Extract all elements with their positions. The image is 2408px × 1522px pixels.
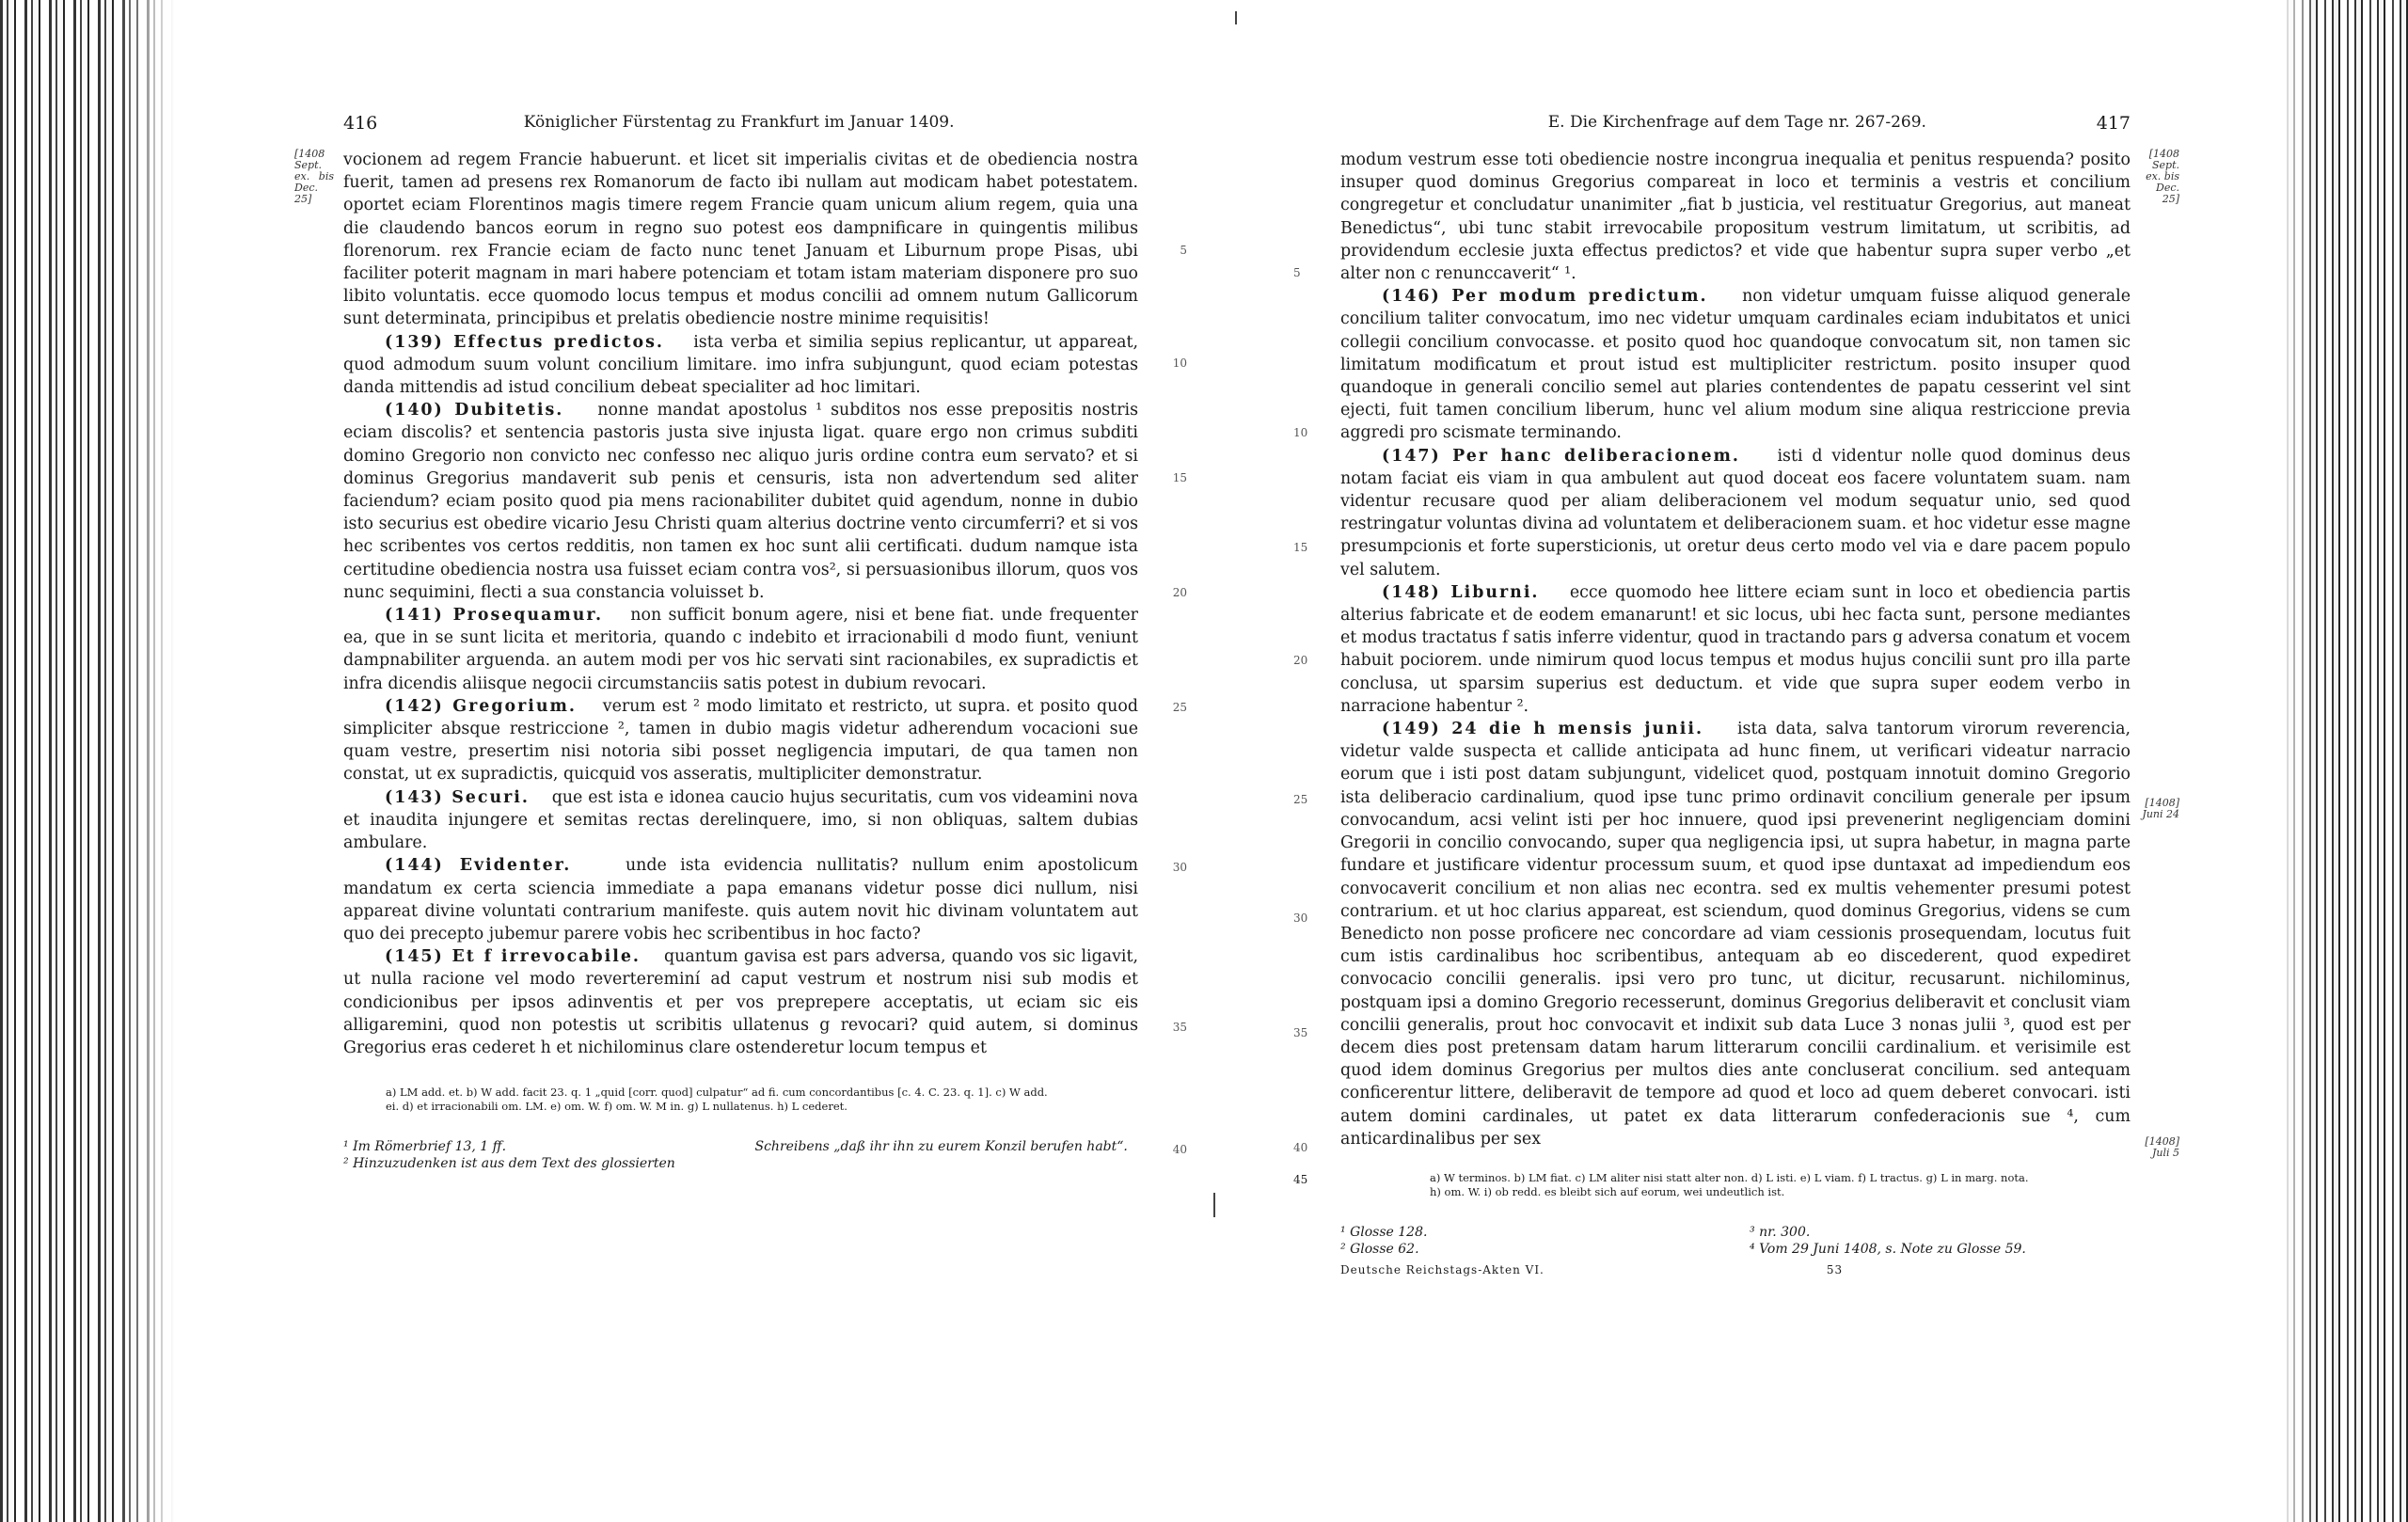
gloss-lemma: (147) Per hanc deliberacionem. [1382, 446, 1740, 466]
line-number: 40 [1172, 1143, 1187, 1156]
critical-apparatus: a) LM add. et. b) W add. facit 23. q. 1 „quid [corr. quod] culpatur“ ad fi. cum concordantibus [c. 4. C. 23. q. 1]. c) W add. ei. d) et irracionabili om. LM. e) om. W. f) om. W. M in. g) L nullatenus. h) L cederet. [386, 1086, 1048, 1114]
line-number: 40 [1293, 1141, 1308, 1154]
publication-footer [1340, 1263, 2131, 1276]
publication-title: Deutsche Reichstags-Akten VI. [1340, 1262, 1545, 1276]
footnotes [1340, 1224, 2131, 1258]
line-number: 20 [1293, 654, 1308, 667]
line-number: 30 [1172, 861, 1187, 874]
running-head [1340, 113, 2131, 134]
gloss-paragraph [343, 854, 1138, 945]
footnote: ¹ Glosse 128. [1340, 1224, 1428, 1240]
gloss-lemma: (144) Evidenter. [385, 856, 572, 876]
gloss-lemma: (148) Liburni. [1382, 582, 1540, 602]
gloss-paragraph [343, 331, 1138, 400]
right-page-edges [2281, 0, 2408, 1522]
gloss-lemma: (139) Effectus predictos. [385, 332, 664, 352]
paragraph [343, 149, 1138, 331]
gloss-paragraph [343, 604, 1138, 695]
apparatus-block [1293, 1170, 2131, 1199]
margin-note: [1408] Juli 5 [2145, 1135, 2179, 1159]
margin-note: [1408 Sept. ex. bis Dec. 25] [294, 148, 334, 205]
footnote-column [755, 1138, 1139, 1172]
line-number: 35 [1172, 1021, 1187, 1034]
page-number: 417 [2096, 113, 2131, 134]
gloss-lemma: (149) 24 die h mensis junii. [1382, 720, 1704, 739]
paragraph-text: ista verba et similia sepius replicantur, ut appareat, quod admodum suum volunt concilium limitare. imo infra subjungunt, quod eciam potestas danda mittendis ad istud concilium debeat specialiter ad hoc limitari. [343, 332, 1138, 398]
footnote: ⁴ Vom 29 Juni 1408, s. Note zu Glosse 59. [1750, 1241, 2026, 1257]
paragraph-text: non sufficit bonum agere, nisi et bene fiat. unde frequenter ea, que in se sunt licita et meritoria, quando c indebito et irracionabili d modo fiunt, veniunt dampnabiliter arguenda. an autem modi per vos hic servati sint racionabiles, ex supradictis et infra dicendis aliisque negocii circumstanciis satis potest in dubium revocari. [343, 606, 1138, 693]
gloss-lemma: (145) Et f irrevocabile. [385, 947, 641, 967]
paragraph-text: quantum gavisa est pars adversa, quando vos sic ligavit, ut nulla racione vel modo revertereminí ad caput vestrum et nostrum nisi sub modis et condicionibus per ipsos adinventis et per vos preprepere acceptatis, ut eciam sic eis alligaremini, quod non potestis ut scribitis ullatenus g revocari? quid autem, si dominus Gregorius eras cederet h et nichilominus clare ostenderetur locum tempus et [343, 947, 1138, 1057]
gloss-paragraph [1340, 718, 2131, 1150]
margin-note: [1408 Sept. ex. bis Dec. 25] [2146, 148, 2179, 205]
line-number: 35 [1293, 1026, 1308, 1039]
line-number: 45 [1293, 1172, 1308, 1186]
paragraph-text: ista data, salva tantorum virorum reverencia, videtur valde suspecta et callide anticipata ad hunc finem, ut verificari videatur narracio eorum que i isti post datam subjungunt, videlicet quod, postquam innotuit domino Gregorio ista deliberacio cardinalium, quod ipse tunc primo ordinavit concilium generale per ipsum convocandum, acsi velint isti per hoc innuere, quod ipsi prevenerint negligenciam domini Gregorii in concilio convocando, super qua negligencia ipsi, ut supra habetur, in magna parte fundare et justificare videntur processum suum, et quod ipse duntaxat ad impediendum eos convocaverit concilium et non alias nec econtra. sed ex multis vehementer presumi potest contrarium. et ut hoc clarius appareat, est sciendum, quod dominus Gregorius, videns se cum Benedicto non posse proficere nec concordare ad viam cessionis prosequendam, locutus fuit cum istis cardinalibus hoc scribentibus, antequam ab eo discederent, quod expediret convocacio concilii generalis. ipsi vero pro tunc, ut dicitur, recusarunt. nichilominus, postquam ipsi a domino Gregorio recesserunt, dominus Gregorius deliberavit et conclusit viam concilii generalis, prout hoc convocavit et indixit sub data Luce 3 nonas julii ³, quod est per decem dies post pretensam datam harum litterarum concilii cardinalium. et verisimile est quod idem dominus Gregorius per multos dies ante concluserat concilium. sed antequam conficerentur littere, deliberavit de tempore ad quod et loco ad quem deberet convocari. isti autem domini cardinales, ut patet ex data litterarum confederacionis sue ⁴, cum anticardinalibus per sex [1340, 720, 2131, 1149]
footnote: ² Glosse 62. [1340, 1241, 1419, 1257]
footnote: Schreibens „daß ihr ihn zu eurem Konzil berufen habt“. [754, 1139, 1128, 1155]
gloss-paragraph [343, 695, 1138, 786]
paragraph-text: nonne mandat apostolus ¹ subditos nos esse prepositis nostris eciam discolis? et sentencia pastoris justa sive injusta ligat. quare ergo non crimus subditi domino Gregorio non convicto nec confesso nec aliquo juris ordine contra eum servato? et si dominus Gregorius mandaverit sub penis et censuris, ista non advertendum sed aliter faciendum? eciam posito quod pia mens racionabiliter dubitet quid agendum, nonne in dubio isto securius est obedire vicario Jesu Christi quam alterius doctrine vento circumferri? et si vos hec scribentes vos certos redditis, non tamen ex hoc sunt alii certificati. dudum namque ista certitudine obediencia nostra usa fuisset eciam contra vos², si persuasionibus illorum, quos vos nunc sequimini, flecti a sua constancia voluisset b. [343, 401, 1139, 602]
gloss-lemma: (146) Per modum predictum. [1382, 287, 1708, 307]
line-number: 20 [1172, 586, 1187, 599]
gloss-paragraph [1340, 581, 2131, 718]
paragraph-text: vocionem ad regem Francie habuerunt. et licet sit imperialis civitas et de obediencia nostra fuerit, tamen ad presens rex Romanorum de facto ibi nullam aut modicam habet potestatem. oportet eciam Florentinos magis timere regem Francie quam unicum alium regem, quia una die claudendo bancos eorum in regno suo potest eos dampnificare in quingentis milibus florenorum. rex Francie eciam de facto nunc tenet Januam et Liburnum prope Pisas, ubi faciliter poterit magnam in mari habere potenciam et totam istam materiam disponere pro suo libito voluntatis. ecce quomodo locus tempus et modus concilii ad omnem nutum Gallicorum sunt determinata, principibus et prelatis obediencie nostre minime requisitis! [343, 151, 1138, 329]
page-number: 416 [343, 113, 378, 134]
footnote-column [343, 1138, 727, 1172]
line-number: 10 [1172, 357, 1187, 370]
footnote: ³ nr. 300. [1750, 1224, 1811, 1240]
paragraph-text: isti d videntur nolle quod dominus deus notam faciat eis viam in qua ambulent aut quod doceat eos facere voluntatem suam. nam videntur recusare quod per aliam deliberacionem vel modum sequatur unio, sed quod restringatur voluntas divina ad voluntatem et deliberacionem suam. et hoc videtur esse magne presumpcionis et forte supersticionis, ut oretur deus certo modo vel via e dare pacem populo vel salutem. [1340, 446, 2131, 579]
gloss-paragraph [1340, 285, 2131, 444]
line-number: 10 [1293, 426, 1308, 439]
footnote-column [1750, 1224, 2131, 1258]
line-number: 15 [1293, 541, 1308, 554]
paragraph-text: unde ista evidencia nullitatis? nullum enim apostolicum mandatum ex certa sciencia immediate a papa emanans videtur posse dici nullum, nisi appareat divine voluntati contrarium manifeste. quis autem novit hic divinam voluntatem aut quo dei precepto jubemur parere vobis hec scribentibus in hoc facto? [343, 856, 1138, 943]
line-number: 30 [1293, 912, 1308, 925]
gloss-lemma: (143) Securi. [385, 787, 530, 807]
scan-mark [1213, 1193, 1215, 1217]
line-number: 5 [1180, 244, 1187, 257]
footnotes [343, 1138, 1138, 1172]
footnote: ² Hinzuzudenken ist aus dem Text des glossierten [343, 1156, 675, 1172]
gloss-lemma: (142) Gregorium. [385, 696, 577, 716]
scan-mark [1235, 11, 1237, 24]
running-head-title: Königlicher Fürstentag zu Frankfurt im Januar 1409. [523, 113, 955, 132]
line-number: 25 [1172, 701, 1187, 714]
footnote-column [1340, 1224, 1721, 1258]
running-head [343, 113, 1138, 134]
sheet-signature: 53 [1826, 1262, 1844, 1276]
paragraph-text: ecce quomodo hee littere eciam sunt in loco et obediencia partis alterius fabricate et de eodem emanarunt! et sic locus, ubi hec facta sunt, persone mediantes et modus tractatus f satis inferre videntur, quod in tractando pars g adversa conatum et vocem habuit pociorem. unde nimirum quod locus tempus et modus hujus concilii sunt pro illa parte conclusa, ut sparsim superius est deductum. et vide que supra super eodem verbo in narracione habentur ². [1340, 582, 2131, 716]
gloss-lemma: (140) Dubitetis. [385, 401, 564, 420]
margin-note: [1408] Juni 24 [2142, 797, 2179, 820]
paragraph-text: verum est ² modo limitato et restricto, ut supra. et posito quod simpliciter absque restriccione ², tamen in dubio magis videtur adherendum vocacioni sue quam vestre, presertim nisi notoria sibi posset negligencia imputari, de qua tamen non constat, ut ex supradictis, quicquid vos asseratis, multipliciter demonstratur. [343, 696, 1138, 785]
gloss-paragraph [343, 786, 1138, 855]
footnote: ¹ Im Römerbrief 13, 1 ff. [343, 1139, 507, 1155]
paragraph-text: non videtur umquam fuisse aliquod generale concilium taliter convocatum, imo nec videtur umquam cardinales eciam indubitatos et unici collegii concilium convocasse. et posito quod hoc quandoque convocatum sit, non tamen sic limitatum modificatum et prout istud est multipliciter restrictum. posito insuper quod quandoque in generali concilio semel aut plaries contendentes de papatu cesserint vel sint ejecti, fuit tamen concilium liberum, hunc vel alium modum sine aliqua restriccione previa aggredi pro scismate terminando. [1340, 287, 2131, 443]
left-page-edges [0, 0, 174, 1522]
gloss-lemma: (141) Prosequamur. [385, 606, 604, 626]
running-head-title: E. Die Kirchenfrage auf dem Tage nr. 267-269. [1547, 113, 1926, 132]
page-body [1293, 148, 2179, 1159]
line-number: 25 [1293, 793, 1308, 806]
critical-apparatus: a) W terminos. b) LM fiat. c) LM aliter nisi statt alter non. d) L isti. e) L viam. f) L tractus. g) L in marg. nota. h) om. W. i) ob redd. es bleibt sich auf eorum, wei undeutlich ist. [1430, 1170, 2029, 1198]
line-number: 15 [1172, 471, 1187, 484]
right-page [1293, 113, 2179, 1276]
paragraph [1340, 149, 2131, 285]
gloss-paragraph [343, 945, 1138, 1059]
left-page [294, 113, 1187, 1172]
paragraph-text: que est ista e idonea caucio hujus securitatis, cum vos videamini nova et inaudita injungere et semitas rectas derelinquere, imo, si non obliquas, saltem dubias ambulare. [343, 787, 1138, 853]
line-number: 5 [1293, 266, 1301, 279]
paragraph-text: modum vestrum esse toti obediencie nostre incongrua inequalia et penitus respuenda? posito insuper quod dominus Gregorius compareat in loco et terminis a vestris et concilium congregetur et concludatur unanimiter „fiat b justicia, vel restituatur Gregorius, aut maneat Benedictus“, ubi tunc stabit irrevocabile propositum vestrum limitatum, ut scribitis, ad providendum ecclesie juxta effectus predictos? et vide que habentur supra super verbo „et alter non c renunccaverit“ ¹. [1340, 151, 2131, 284]
gloss-paragraph [1340, 445, 2131, 581]
gloss-paragraph [343, 399, 1138, 604]
